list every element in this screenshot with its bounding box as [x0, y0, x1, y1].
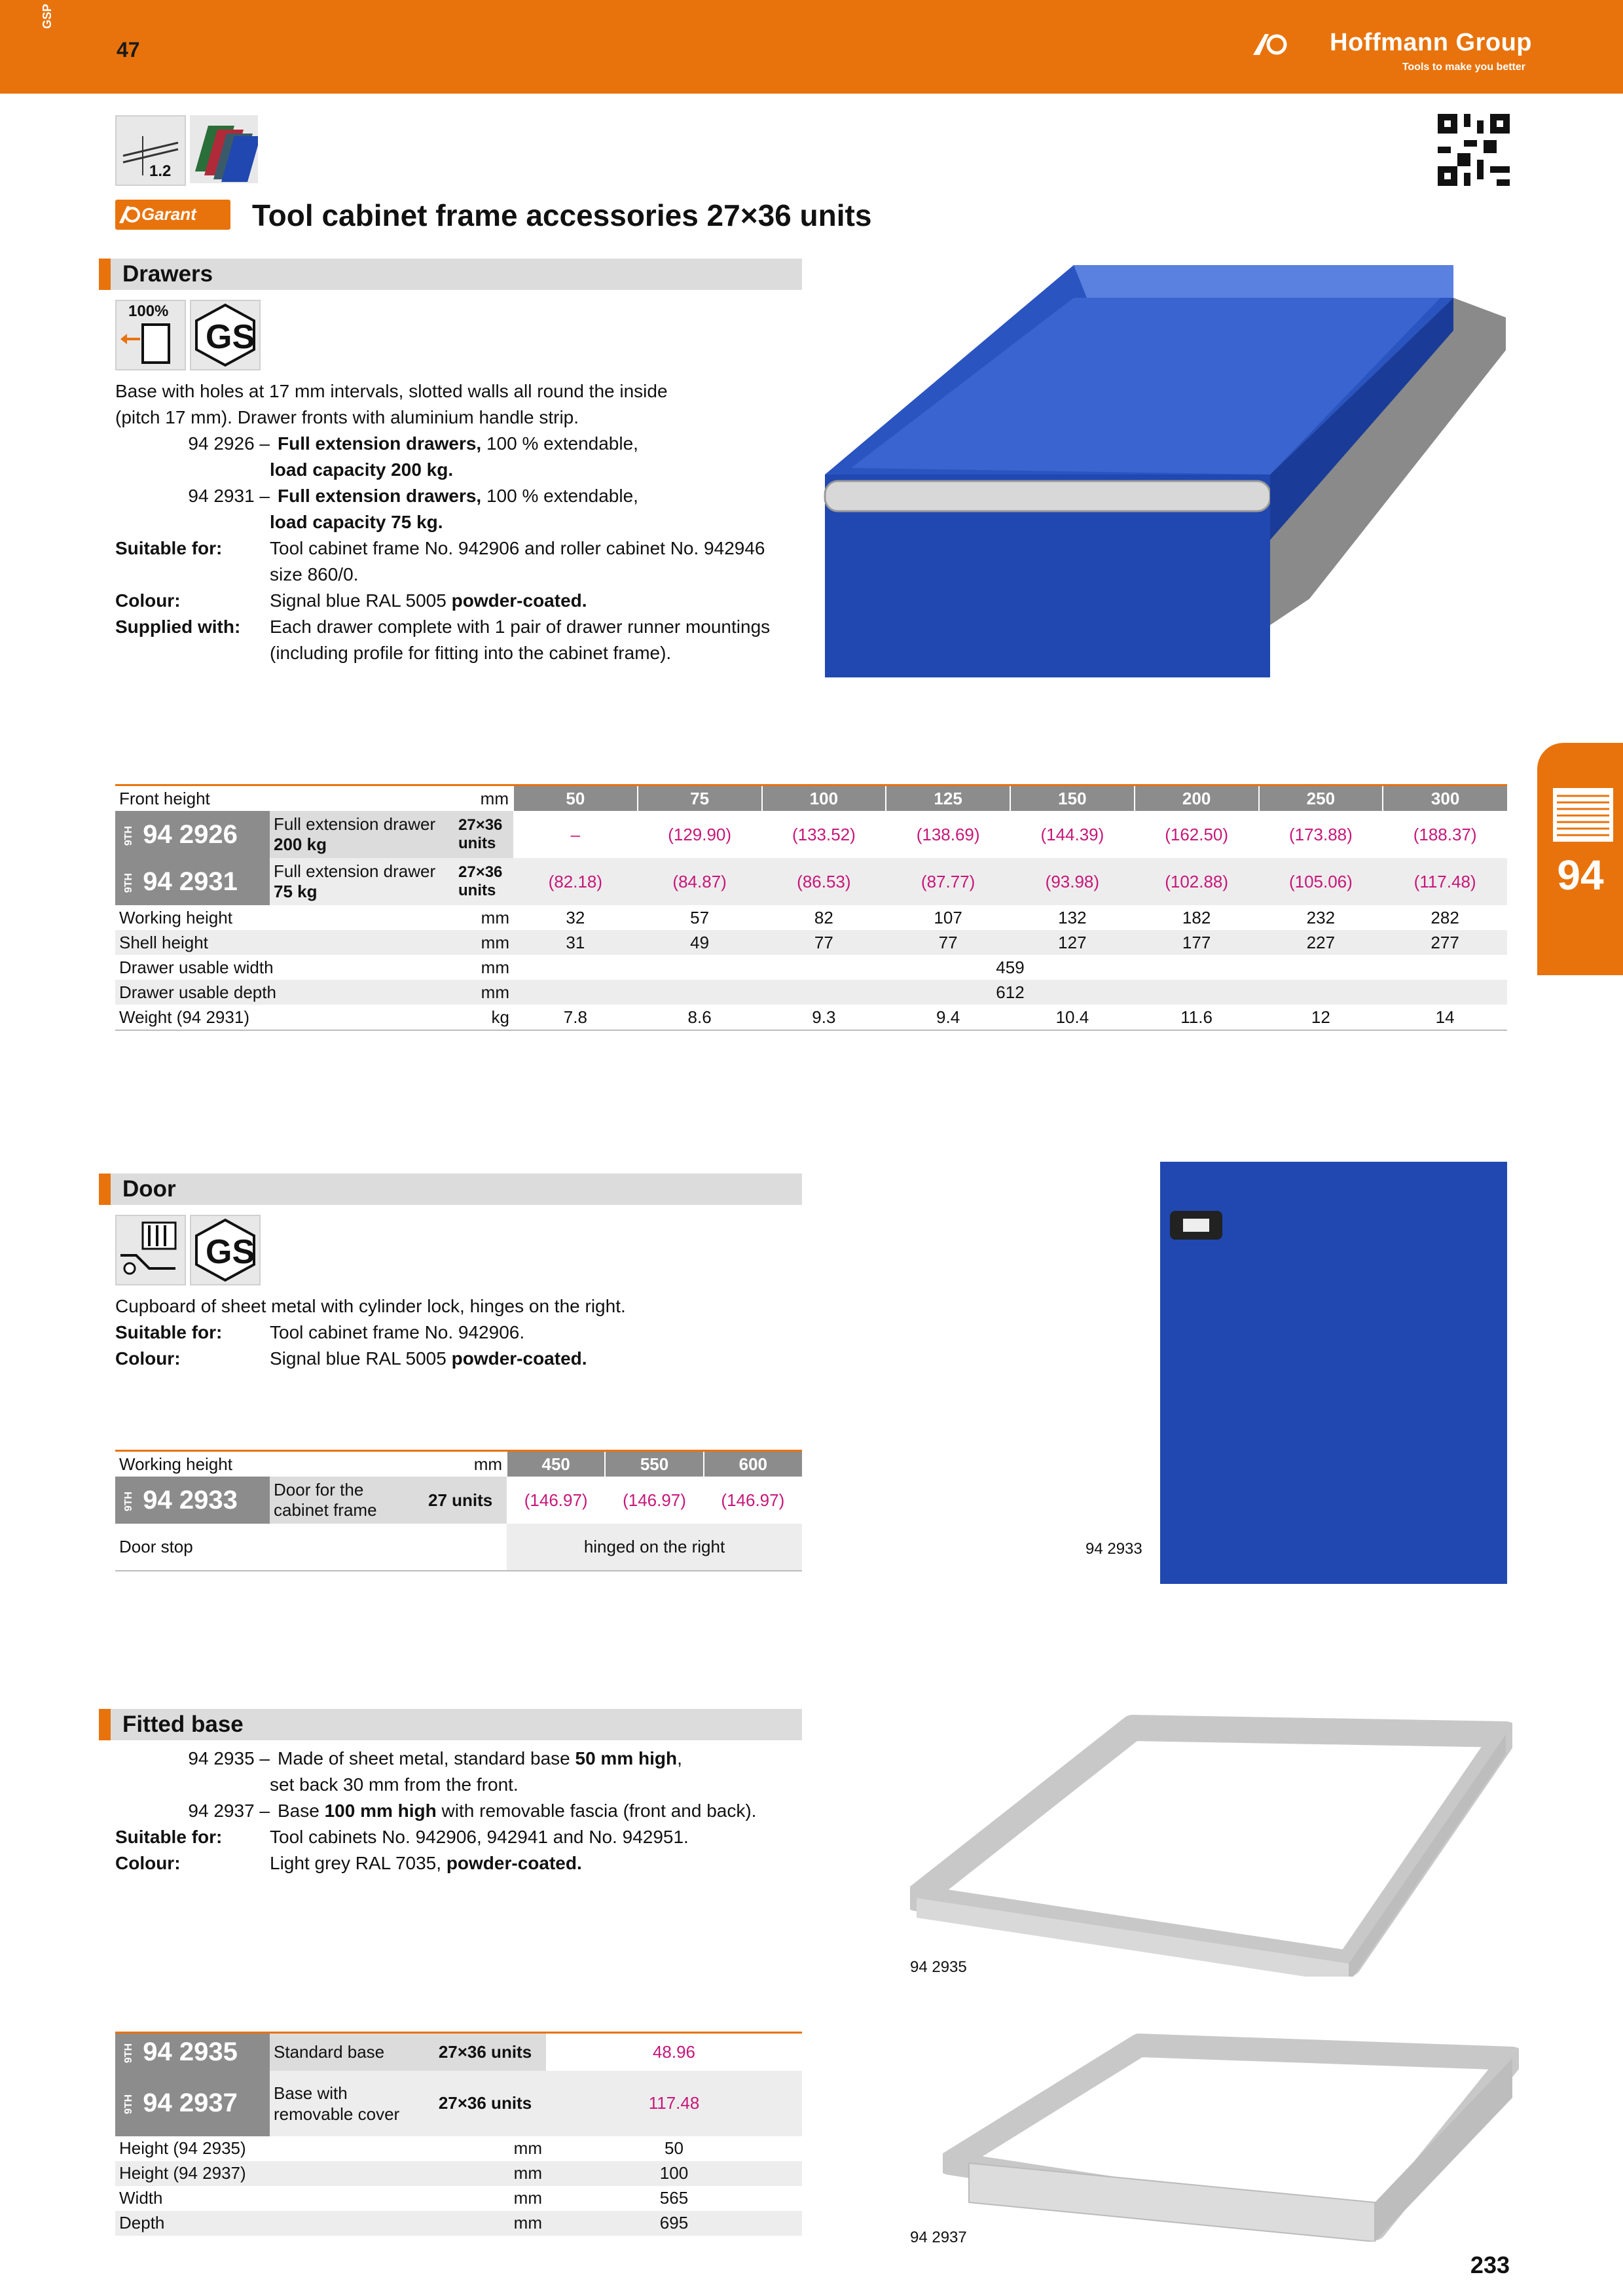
price: (82.18) — [513, 858, 638, 905]
drawers-heading-bar — [99, 259, 802, 290]
article-units: 27 units — [424, 1477, 507, 1524]
thickness-label: 1.2 — [149, 162, 172, 180]
price: – — [570, 824, 581, 844]
height-100: 100 — [762, 785, 886, 812]
article-row-942931[interactable] — [115, 858, 1507, 905]
price: (84.87) — [638, 858, 762, 905]
garant-label: Garant — [141, 204, 196, 224]
drawer-item-2926: 94 2926 – Full extension drawers, 100 % extendable, — [188, 433, 638, 454]
price: 48.96 — [652, 2041, 696, 2062]
base-heading: Fitted base — [122, 1712, 244, 1737]
removable-base-caption: 94 2937 — [910, 2229, 967, 2246]
price: (138.69) — [916, 824, 980, 844]
door-description: Cupboard of sheet metal with cylinder lock, hinges on the right. Suitable for: Tool cabinet frame No. 942906. Colour: Signal blue RAL 5005 powder-coated. — [115, 1296, 626, 1369]
sheet-thickness-icon — [115, 115, 186, 186]
standard-base-image — [910, 1702, 1512, 1977]
price: (117.48) — [1383, 858, 1507, 905]
article-description: Full extension drawer 200 kg — [270, 811, 454, 858]
hoffmann-logo-icon — [1252, 33, 1291, 56]
height-300: 300 — [1383, 785, 1507, 812]
brand-slogan: Tools to make you better — [1402, 62, 1525, 73]
cylinder-lock-icon — [1170, 1211, 1222, 1240]
door-working-height-row: Working height mm 450 550 600 — [115, 1451, 802, 1477]
spec-row: Height (94 2937) mm 100 — [115, 2161, 802, 2186]
article-number[interactable]: 9TH 94 2935 — [115, 2033, 270, 2071]
svg-text:GS: GS — [206, 1233, 255, 1271]
drawer-table — [115, 784, 1507, 1031]
front-height-label: Front height — [119, 788, 210, 808]
article-description: Base with removable cover — [270, 2071, 424, 2136]
article-number[interactable]: 9TH 94 2933 — [115, 1477, 270, 1524]
article-units: 27×36 units — [424, 2071, 546, 2136]
height-200: 200 — [1135, 785, 1259, 812]
drawers-colour: Colour: Signal blue RAL 5005 powder-coated. — [115, 590, 587, 611]
colour-swatches-icon — [190, 115, 258, 183]
door-heading: Door — [122, 1176, 176, 1202]
full-extension-icon — [115, 300, 186, 370]
price: (129.90) — [668, 824, 732, 844]
brand-logo[interactable] — [1244, 26, 1532, 79]
price: (133.52) — [792, 824, 856, 844]
price: (105.06) — [1259, 858, 1383, 905]
height-75: 75 — [638, 785, 762, 812]
spec-row: Width mm 565 — [119, 2188, 689, 2208]
article-row-942926[interactable] — [115, 811, 1507, 858]
price: (87.77) — [886, 858, 1010, 905]
door-image — [1160, 1162, 1507, 1584]
usable-depth-row: Drawer usable depth mm 612 — [115, 980, 1507, 1005]
spec-row: Height (94 2935) mm 50 — [119, 2138, 684, 2158]
qr-code-icon[interactable] — [1438, 114, 1510, 186]
article-row-942935[interactable] — [115, 2033, 802, 2071]
price: (93.98) — [1010, 858, 1135, 905]
svg-text:GS: GS — [206, 318, 255, 356]
base-table — [115, 2032, 802, 2236]
brand-name: Hoffmann Group — [1330, 29, 1532, 56]
drawer-image — [812, 259, 1512, 677]
catalog-page-number: 47 — [117, 38, 140, 62]
price: (86.53) — [762, 858, 886, 905]
gs-certification-icon — [190, 1215, 261, 1285]
shell-height-row: Shell height mm 31 49 77 77 127 177 227 277 — [115, 930, 1507, 955]
weight-row: Weight (94 2931) kg 7.8 8.6 9.3 9.4 10.4 11.6 12 14 — [115, 1005, 1507, 1030]
height-150: 150 — [1010, 785, 1135, 812]
cabinet-icon — [1550, 785, 1616, 844]
base-removable-cover-image — [943, 2032, 1519, 2242]
side-code: GSP — [41, 3, 54, 29]
garant-badge — [115, 200, 230, 230]
price: (144.39) — [1040, 824, 1104, 844]
drawers-supplied: Supplied with: Each drawer complete with 1 pair of drawer runner mountings — [115, 617, 771, 637]
drawer-item-2931: 94 2931 – Full extension drawers, 100 % extendable, — [188, 486, 638, 506]
drawers-heading: Drawers — [122, 261, 213, 287]
front-height-unit: mm — [480, 788, 509, 808]
article-description: Door for the cabinet frame — [270, 1477, 424, 1524]
article-row-942933[interactable]: 9TH 94 2933 Door for the cabinet frame 27 units (146.97) (146.97) (146.97) — [115, 1477, 802, 1524]
base-description: 94 2935 – Made of sheet metal, standard base 50 mm high, set back 30 mm from the front. 94 2937 – Base 100 mm high with removable fascia (front and back). Suitable for: Tool cabinets No. 942906, 942941 and No. 942951. Colour: Light grey RAL 7035, powder-coated. — [115, 1748, 757, 1873]
page-number: 233 — [1470, 2251, 1510, 2278]
article-units: 27×36 units — [454, 811, 513, 858]
drawers-description: Base with holes at 17 mm intervals, slotted walls all round the inside (pitch 17 mm). Drawer fronts with aluminium handle strip. 94 2926 – Full extension drawers, 100 % extendable, load capacity 200 kg. 94 2931 – Full extension drawers, 100 % extendable, load capacity 75 kg. Suitable for: Tool cabinet frame No. 942906 and roller cabinet No. 942946 size 860/0. Colour: Signal blue RAL 5005 powder-coated. Supplied with: Each drawer complete with 1 pair of drawer runner mountings (including profile for fitting into the cabinet frame). — [115, 378, 835, 666]
drawer-front-height-row — [115, 785, 1507, 812]
height-250: 250 — [1259, 785, 1383, 812]
price: (188.37) — [1413, 824, 1477, 844]
article-description: Standard base — [270, 2033, 424, 2071]
article-number[interactable]: 9TH 94 2931 — [115, 858, 270, 905]
extension-label: 100% — [128, 302, 169, 320]
working-height-row: Working height mm 32 57 82 107 132 182 232 282 — [119, 907, 1459, 927]
article-description: Full extension drawer 75 kg — [270, 858, 454, 905]
price: (162.50) — [1165, 824, 1229, 844]
standard-base-caption: 94 2935 — [910, 1958, 967, 1976]
height-50: 50 — [513, 785, 638, 812]
spec-row: Depth mm 695 — [115, 2211, 802, 2236]
door-caption: 94 2933 — [1085, 1540, 1142, 1558]
price: (102.88) — [1135, 858, 1259, 905]
door-table — [115, 1450, 802, 1571]
article-number[interactable]: 9TH 94 2926 — [115, 811, 270, 858]
article-row-942937[interactable] — [115, 2071, 802, 2136]
drawers-suitable: Suitable for: Tool cabinet frame No. 942906 and roller cabinet No. 942946 — [115, 538, 765, 558]
article-units: 27×36 units — [424, 2033, 546, 2071]
usable-width-row: Drawer usable width mm 459 — [119, 957, 1025, 977]
door-heading-bar — [99, 1174, 802, 1205]
garant-logo-icon — [119, 205, 140, 224]
article-units: 27×36 units — [454, 858, 513, 905]
price: 117.48 — [546, 2071, 802, 2136]
door-stop-row: Door stop hinged on the right — [115, 1524, 802, 1571]
gs-certification-icon — [190, 300, 261, 370]
page-title: Tool cabinet frame accessories 27×36 units — [252, 198, 872, 232]
article-number[interactable]: 9TH 94 2937 — [115, 2071, 270, 2136]
base-heading-bar — [99, 1709, 802, 1740]
drawer-spec-table — [115, 784, 1507, 1031]
price: (173.88) — [1288, 824, 1353, 844]
section-tab-number: 94 — [1557, 852, 1604, 899]
lockable-icon — [115, 1215, 186, 1285]
height-125: 125 — [886, 785, 1010, 812]
